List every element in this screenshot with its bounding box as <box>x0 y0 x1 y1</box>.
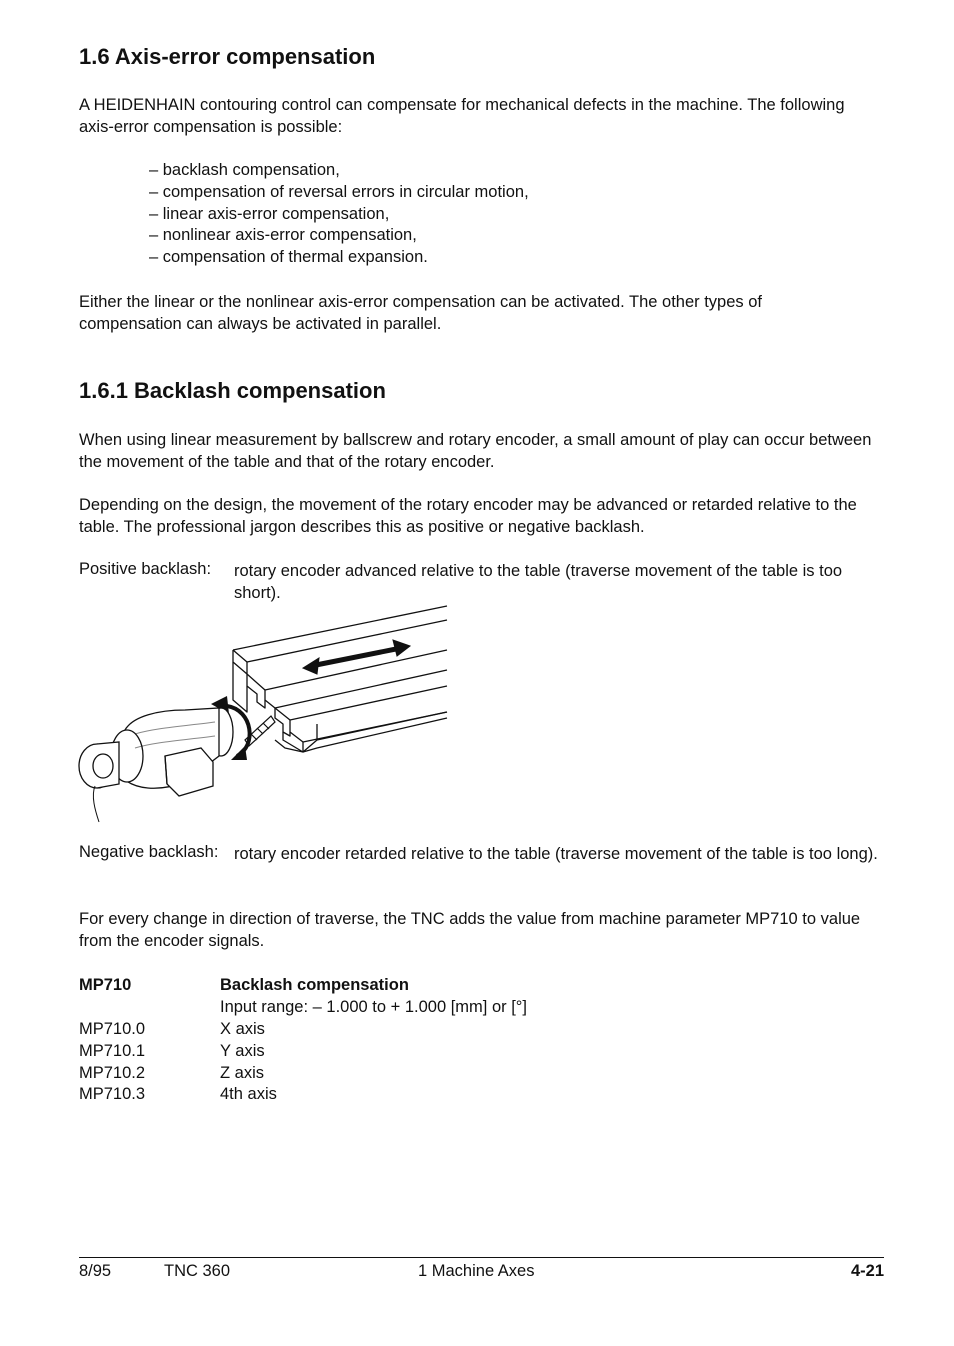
positive-backlash-text: rotary encoder advanced relative to the table (traverse movement of the table is too short). <box>234 562 843 602</box>
footer-rule <box>79 1257 884 1258</box>
param-code: MP710.1 <box>79 1042 146 1060</box>
param-code: MP710.3 <box>79 1085 146 1103</box>
list-item: – compensation of reversal errors in circular motion, <box>149 182 529 201</box>
negative-backlash-definition <box>0 843 954 893</box>
param-title: Backlash compensation <box>220 976 409 994</box>
param-desc: X axis <box>220 1020 265 1038</box>
subsection-heading: 1.6.1 Backlash compensation <box>79 378 386 403</box>
param-row <box>79 1040 265 1062</box>
section-heading: 1.6 Axis-error compensation <box>79 44 376 69</box>
compensation-list <box>149 160 529 269</box>
list-item: – compensation of thermal expansion. <box>149 248 428 267</box>
negative-backlash-label: Negative backlash: <box>79 843 219 861</box>
param-code: MP710 <box>79 976 132 994</box>
negative-backlash-text: rotary encoder retarded relative to the table (traverse movement of the table is too long). <box>234 845 878 863</box>
param-input-range: Input range: – 1.000 to + 1.000 [mm] or [°] <box>220 998 527 1016</box>
param-desc: Y axis <box>220 1042 265 1060</box>
positive-backlash-label: Positive backlash: <box>79 560 212 578</box>
paragraph-design: Depending on the design, the movement of the rotary encoder may be advanced or retarded relative to the table. The professional jargon describes this as positive or negative backlash. <box>79 496 857 536</box>
list-item: – nonlinear axis-error compensation, <box>149 226 417 245</box>
param-row <box>79 1018 265 1040</box>
param-code: MP710.0 <box>79 1020 146 1038</box>
paragraph-play: When using linear measurement by ballscrew and rotary encoder, a small amount of play can occur between the movement of the table and that of the rotary encoder. <box>79 431 872 471</box>
footer-product: TNC 360 <box>164 1262 231 1280</box>
activation-note: Either the linear or the nonlinear axis-error compensation can be activated. The other types of compensation can always be activated in parallel. <box>79 293 762 333</box>
page-number: 4-21 <box>850 1262 884 1280</box>
param-code: MP710.2 <box>79 1064 146 1082</box>
list-item: – linear axis-error compensation, <box>149 204 390 223</box>
param-desc: 4th axis <box>220 1085 277 1103</box>
footer-date: 8/95 <box>79 1262 112 1280</box>
paragraph-traverse: For every change in direction of traverse, the TNC adds the value from machine parameter MP710 to value from the encoder signals. <box>79 910 861 950</box>
param-row <box>79 1062 265 1084</box>
backlash-illustration <box>75 600 455 830</box>
intro-paragraph: A HEIDENHAIN contouring control can compensate for mechanical defects in the machine. The following axis-error compensation is possible: <box>79 96 845 136</box>
list-item: – backlash compensation, <box>149 161 340 179</box>
param-header-row <box>79 974 409 996</box>
footer-chapter: 1 Machine Axes <box>418 1262 535 1280</box>
param-row <box>79 1083 277 1105</box>
param-desc: Z axis <box>220 1064 265 1082</box>
